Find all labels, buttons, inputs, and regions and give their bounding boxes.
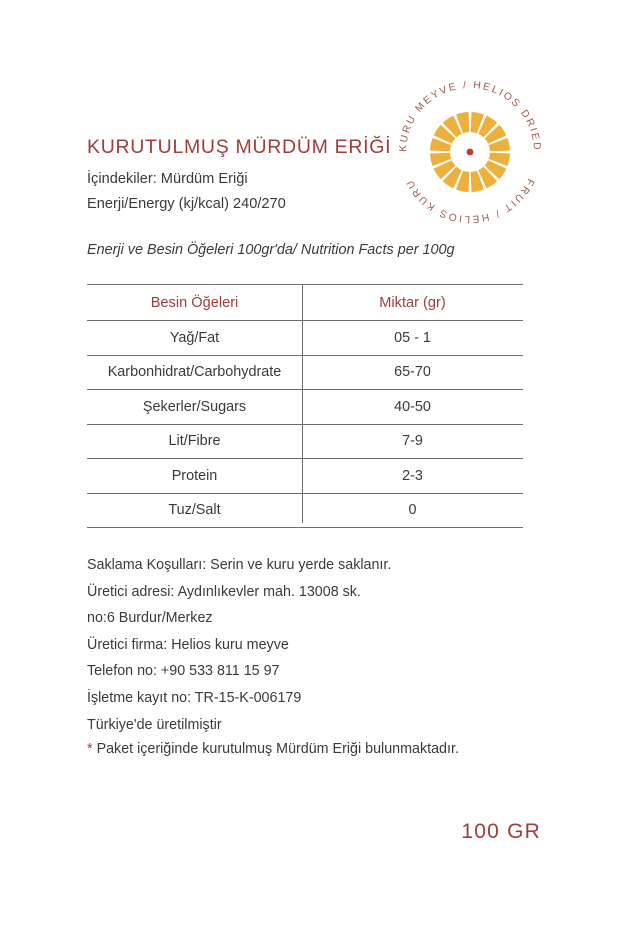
package-note	[87, 741, 459, 757]
nutrient-name: Karbonhidrat/Carbohydrate	[87, 355, 302, 390]
nutrient-amount: 05 - 1	[302, 321, 523, 356]
nutrient-name: Lit/Fibre	[87, 424, 302, 459]
table-header-row	[87, 285, 523, 321]
energy-line: Enerji/Energy (kj/kcal) 240/270	[87, 196, 286, 212]
note-text: Paket içeriğinde kurutulmuş Mürdüm Eriği bulunmaktadır.	[96, 741, 459, 757]
table-row	[87, 459, 523, 494]
info-line: Türkiye'de üretilmiştir	[87, 716, 222, 733]
table-row	[87, 390, 523, 425]
info-line: Üretici adresi: Aydınlıkevler mah. 13008 sk.	[87, 583, 361, 600]
logo-ring-text-top: KURU MEYVE / HELIOS DRIED	[397, 79, 543, 153]
sun-citrus-wheel-icon	[420, 102, 520, 202]
logo-center-dot	[467, 149, 474, 156]
ingredients-line: İçindekiler: Mürdüm Eriği	[87, 171, 248, 187]
table-row	[87, 355, 523, 390]
nutrient-name: Yağ/Fat	[87, 321, 302, 356]
table-row	[87, 321, 523, 356]
info-line: Üretici firma: Helios kuru meyve	[87, 636, 289, 653]
nutrient-name: Protein	[87, 459, 302, 494]
nutrient-amount: 40-50	[302, 390, 523, 425]
nutrient-amount: 7-9	[302, 424, 523, 459]
net-weight: 100 GR	[461, 820, 541, 843]
info-line: Telefon no: +90 533 811 15 97	[87, 663, 280, 680]
column-header-nutrient: Besin Öğeleri	[87, 285, 302, 321]
nutrient-amount: 65-70	[302, 355, 523, 390]
nutrient-name: Tuz/Salt	[87, 493, 302, 528]
brand-logo	[396, 78, 544, 226]
nutrient-amount: 0	[302, 493, 523, 528]
producer-info	[87, 552, 391, 738]
info-line: İşletme kayıt no: TR-15-K-006179	[87, 689, 302, 706]
nutrition-table	[87, 284, 523, 528]
page-title: KURUTULMUŞ MÜRDÜM ERİĞİ	[87, 136, 392, 158]
info-line: no:6 Burdur/Merkez	[87, 610, 213, 627]
nutrition-caption: Enerji ve Besin Öğeleri 100gr'da/ Nutrition Facts per 100g	[87, 242, 455, 258]
table-row	[87, 424, 523, 459]
info-line: Saklama Koşulları: Serin ve kuru yerde saklanır.	[87, 557, 392, 573]
table-row	[87, 493, 523, 528]
table-column-divider	[302, 285, 303, 523]
nutrient-amount: 2-3	[302, 459, 523, 494]
logo-ring-text-bottom: FRUIT / HELIOS KURU	[404, 176, 536, 225]
nutrient-name: Şekerler/Sugars	[87, 390, 302, 425]
note-asterisk: *	[87, 741, 93, 757]
column-header-amount: Miktar (gr)	[302, 285, 523, 321]
